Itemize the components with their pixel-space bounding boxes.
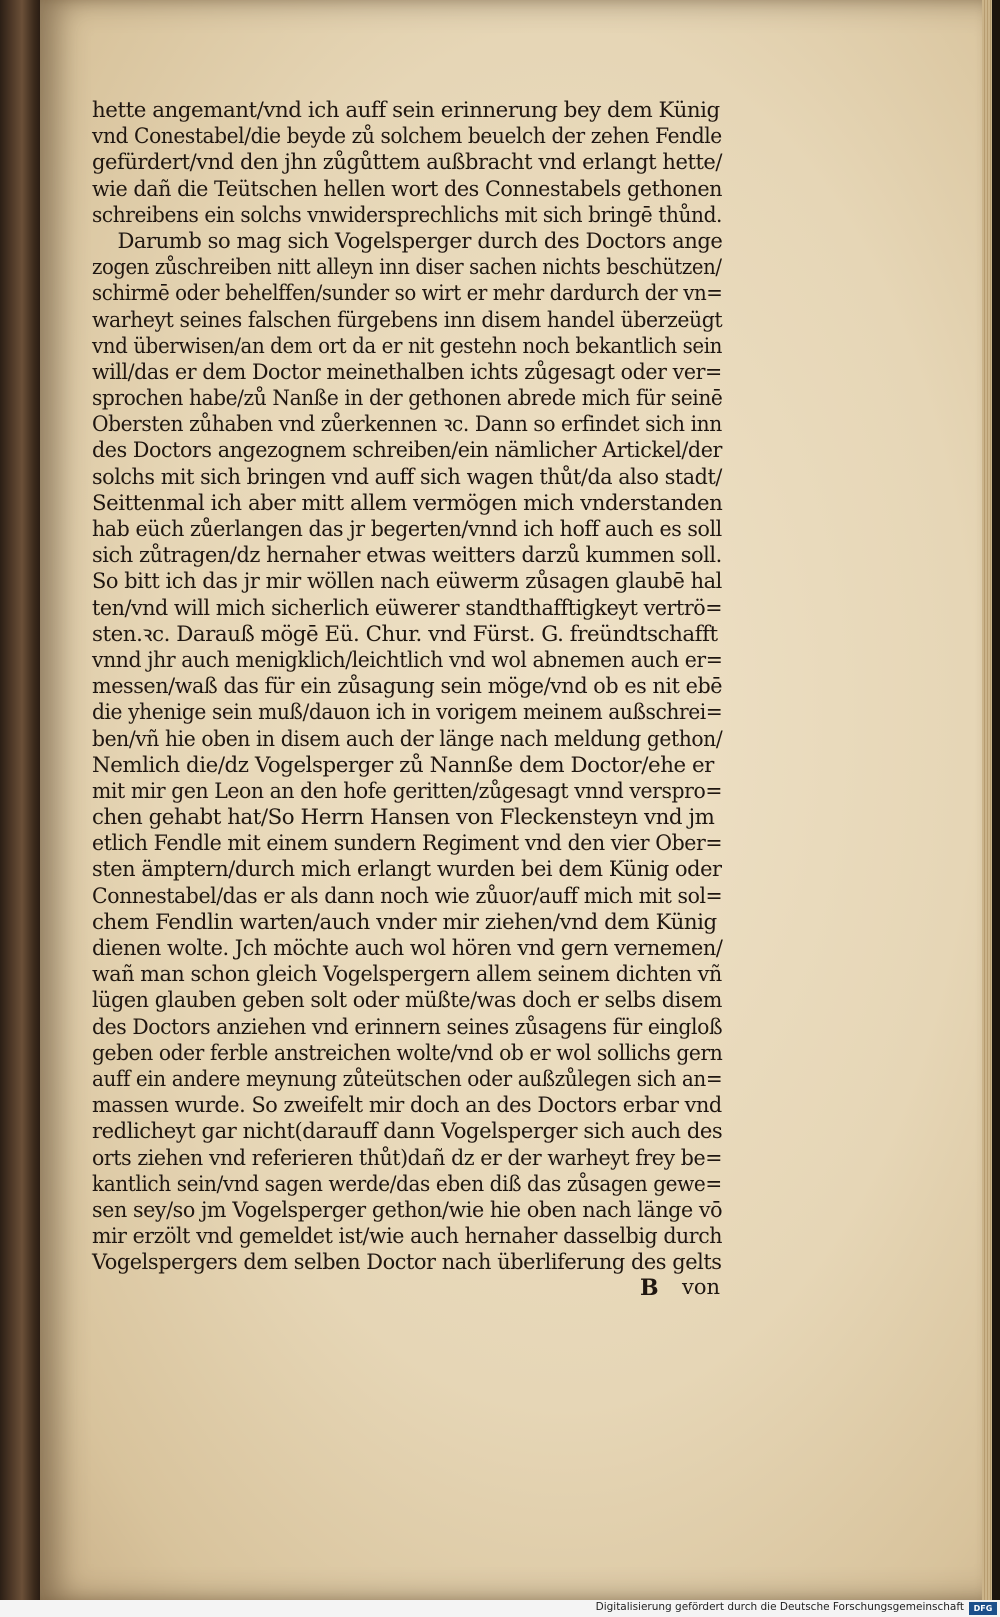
- text-line: geben oder ferble anstreichen wolte/vnd ob er wol sollichs gern: [92, 1040, 723, 1066]
- text-line: etlich Fendle mit einem sundern Regiment vnd den vier Ober=: [92, 831, 723, 857]
- text-line: wie dañ die Teütschen hellen wort des Connestabels gethonen: [92, 176, 723, 202]
- text-line: Connestabel/das er als dann noch wie zůuor/auff mich mit sol=: [92, 883, 723, 909]
- text-line: vnd Conestabel/die beyde zů solchem beuelch der zehen Fendle: [92, 124, 722, 150]
- text-line: hab eüch zůerlangen das jr begerten/vnnd ich hoff auch es soll: [92, 517, 722, 542]
- text-line: will/das er dem Doctor meinethalben ichts zůgesagt oder ver=: [92, 359, 722, 385]
- text-line: ben/vñ hie oben in disem auch der länge nach meldung gethon/: [92, 726, 723, 752]
- text-line: Seittenmal ich aber mitt allem vermögen mich vnderstanden: [92, 490, 723, 516]
- text-line: hette angemant/vnd ich auff sein erinnerung bey dem Künig: [92, 98, 720, 123]
- text-line: des Doctors angezognem schreiben/ein nämlicher Artickel/der: [92, 438, 722, 464]
- text-line: sten ämptern/durch mich erlangt wurden bei dem Künig oder: [92, 857, 722, 883]
- text-block: [92, 98, 727, 1276]
- text-line: Obersten zůhaben vnd zůerkennen ꝛc. Dann so erfindet sich inn: [92, 412, 722, 438]
- text-line: orts ziehen vnd referieren thůt)dañ dz er der warheyt frey be=: [92, 1145, 722, 1171]
- text-line: chem Fendlin warten/auch vnder mir ziehen/vnd dem Künig: [92, 909, 717, 935]
- text-line: wañ man schon gleich Vogelspergern allem seinem dichten vñ: [92, 962, 722, 988]
- text-line: lügen glauben geben solt oder müßte/was doch er selbs disem: [92, 988, 722, 1014]
- text-line: vnnd jhr auch menigklich/leichtlich vnd wol abnemen auch er=: [92, 647, 723, 673]
- text-line: mir erzölt vnd gemeldet ist/wie auch hernaher dasselbig durch: [92, 1224, 723, 1250]
- signature-mark: B: [640, 1275, 659, 1301]
- text-line: sen sey/so jm Vogelsperger gethon/wie hie oben nach länge vō: [92, 1197, 723, 1223]
- text-line: kantlich sein/vnd sagen werde/das eben diß das zůsagen gewe=: [92, 1171, 722, 1197]
- text-line: die yhenige sein muß/dauon ich in vorigem meinem außschrei=: [92, 700, 723, 726]
- text-line: sprochen habe/zů Nanße in der gethonen abrede mich für seinē: [92, 386, 723, 412]
- text-line: schreibens ein solchs vnwidersprechlichs mit sich bringē thůnd.: [92, 202, 723, 228]
- dfg-logo: DFG: [969, 1602, 997, 1615]
- text-line: massen wurde. So zweifelt mir doch an des Doctors erbar vnd: [92, 1093, 722, 1119]
- text-line: ten/vnd will mich sicherlich eüwerer standthafftigkeyt vertrö=: [92, 595, 723, 621]
- text-line: auff ein andere meynung zůteütschen oder außzůlegen sich an=: [92, 1066, 723, 1092]
- catchword: von: [682, 1275, 721, 1299]
- text-line: schirmē oder behelffen/sunder so wirt er mehr dardurch der vn=: [92, 281, 723, 307]
- text-line: sich zůtragen/dz hernaher etwas weitters darzů kummen soll.: [92, 543, 722, 569]
- text-line: Vogelspergers dem selben Doctor nach überliferung des gelts: [92, 1250, 722, 1276]
- text-line: warheyt seines falschen fürgebens inn disem handel überzeügt: [92, 307, 723, 333]
- text-line: messen/waß das für ein zůsagung sein möge/vnd ob es nit ebē: [92, 674, 723, 700]
- text-line: des Doctors anziehen vnd erinnern seines zůsagens für eingloß: [92, 1014, 723, 1040]
- footer-text: Digitalisierung gefördert durch die Deutsche Forschungsgemeinschaft: [595, 1601, 964, 1613]
- text-line: mit mir gen Leon an den hofe geritten/zůgesagt vnnd verspro=: [92, 778, 722, 804]
- text-line: gefürdert/vnd den jhn zůgůttem außbracht vnd erlangt hette/: [92, 150, 723, 176]
- text-line: vnd überwisen/an dem ort da er nit gestehn noch bekantlich sein: [92, 333, 723, 359]
- text-line: chen gehabt hat/So Herrn Hansen von Fleckensteyn vnd jm: [92, 805, 715, 831]
- text-line: zogen zůschreiben nitt alleyn inn diser sachen nichts beschützen/: [92, 255, 722, 281]
- text-line: Darumb so mag sich Vogelsperger durch des Doctors ange: [117, 228, 723, 254]
- text-line: dienen wolte. Jch möchte auch wol hören vnd gern vernemen/: [92, 936, 723, 961]
- text-line: So bitt ich das jr mir wöllen nach eüwerm zůsagen glaubē hal: [92, 569, 722, 595]
- footer-bar: [0, 1600, 1000, 1617]
- text-line: Nemlich die/dz Vogelsperger zů Nannße dem Doctor/ehe er: [92, 752, 714, 778]
- text-line: solchs mit sich bringen vnd auff sich wagen thůt/da also stadt/: [92, 464, 722, 490]
- text-line: sten.ꝛc. Darauß mögē Eü. Chur. vnd Fürst. G. freündtschafft: [92, 621, 718, 647]
- page-edge: [982, 0, 992, 1600]
- text-line: redlicheyt gar nicht(darauff dann Vogelsperger sich auch des: [92, 1119, 723, 1145]
